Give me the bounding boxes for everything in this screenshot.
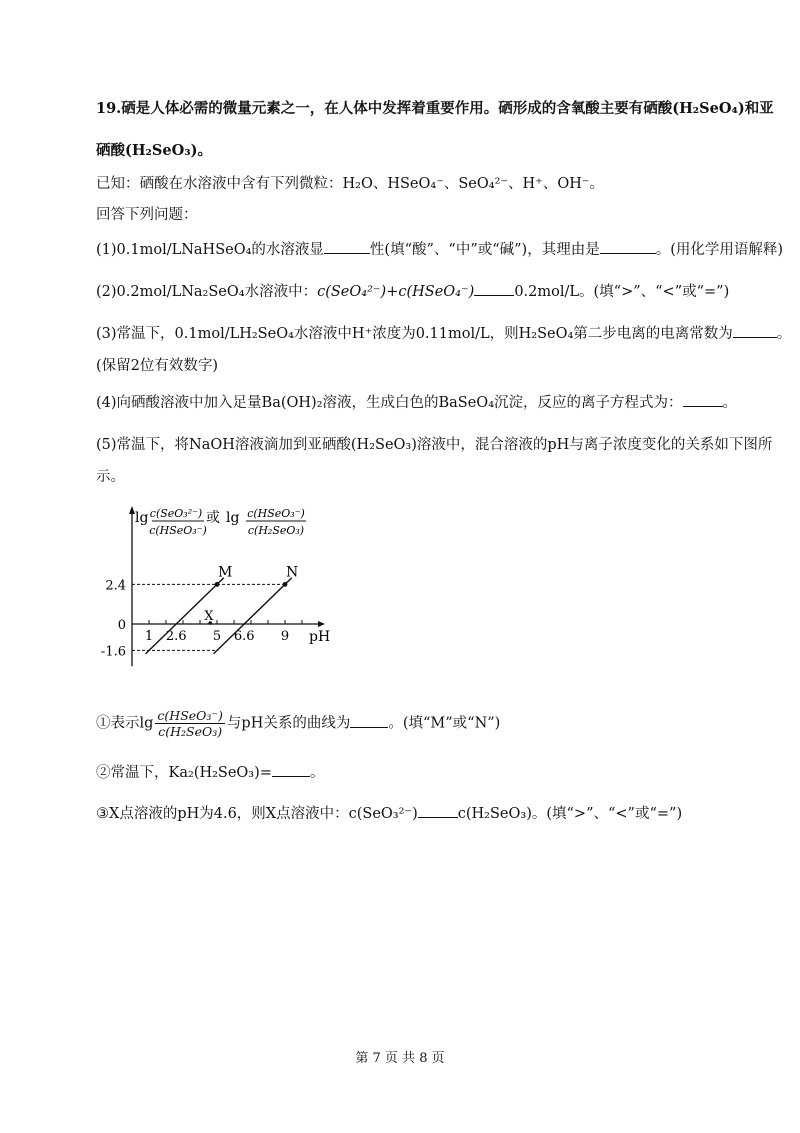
ylabel-or: 或 <box>206 510 220 526</box>
sub1-fraction: $\frac{\text{c(HSeO₃⁻)}}{\text{c(H₂SeO₃)}}$ <box>157 708 223 739</box>
x-tick-label: 2.6 <box>165 629 187 644</box>
ylabel-lg-1: lg <box>135 510 149 526</box>
point-m <box>215 582 220 587</box>
q3-blank[interactable] <box>733 323 777 338</box>
ylabel-frac2-num: c(HSeO₃⁻) <box>247 507 305 520</box>
sub3-blank[interactable] <box>418 803 458 818</box>
ph-lg-ratio-chart <box>100 500 340 680</box>
q3-line: (3)常温下，0.1mol/LH₂SeO₄水溶液中H⁺浓度为0.11mol/L，则H₂SeO₄第二步电离的电离常数为 。 <box>96 323 791 345</box>
ylabel-lg-2: lg <box>226 510 240 526</box>
x-tick-label: 9 <box>280 629 290 644</box>
sub1-line: ①表示lg $\frac{\text{c(HSeO₃⁻)}}{\text{c(H₂SeO₃)}}$ 与pH关系的曲线为 。(填“M”或“N”) <box>96 708 501 739</box>
q1-line: (1)0.1mol/LNaHSeO₄的水溶液显 性(填“酸”、“中”或“碱”)，其理由是 。(用化学用语解释) <box>96 239 783 261</box>
intro-line-1: 19.硒是人体必需的微量元素之一，在人体中发挥着重要作用。硒形成的含氧酸主要有硒酸(H₂SeO₄)和亚 <box>96 100 774 117</box>
point-label-n: N <box>286 564 299 581</box>
q1-blank-1[interactable] <box>324 239 370 254</box>
ylabel-frac2-den: c(H₂SeO₃) <box>247 524 305 537</box>
y-tick-label: 2.4 <box>105 578 126 594</box>
q2-line: (2)0.2mol/LNa₂SeO₄水溶液中：c(SeO₄²⁻)+c(HSeO₄⁻) 0.2mol/L。(填“>”、“<”或“=”) <box>96 281 729 303</box>
known-info: 已知：硒酸在水溶液中含有下列微粒：H₂O、HSeO₄⁻、SeO₄²⁻、H⁺、OH⁻。 <box>96 176 605 192</box>
sub2-line: ②常温下，Ka₂(H₂SeO₃)= 。 <box>96 762 324 784</box>
point-n <box>283 582 288 587</box>
x-tick-label: 1 <box>144 629 154 644</box>
point-label-m: M <box>218 564 233 581</box>
y-tick-label: 0 <box>117 618 126 633</box>
q1-blank-2[interactable] <box>600 239 656 254</box>
q2-blank[interactable] <box>474 281 514 296</box>
x-tick-label: 5 <box>212 629 222 644</box>
x-axis-arrow <box>318 621 325 627</box>
sub1-blank[interactable] <box>350 713 388 728</box>
y-tick-label: -1.6 <box>100 644 126 660</box>
page-footer: 第 7 页 共 8 页 <box>355 1051 445 1066</box>
q4-blank[interactable] <box>683 392 723 407</box>
ylabel-frac1-num: c(SeO₃²⁻) <box>149 507 203 520</box>
sub3-line: ③X点溶液的pH为4.6，则X点溶液中：c(SeO₃²⁻) c(H₂SeO₃)。(填“>”、“<”或“=”) <box>96 803 682 825</box>
q5-line-2: 示。 <box>96 469 125 485</box>
q5-line-1: (5)常温下，将NaOH溶液滴加到亚硒酸(H₂SeO₃)溶液中，混合溶液的pH与离子浓度变化的关系如下图所 <box>96 437 773 453</box>
point-label-x: X <box>204 609 214 624</box>
sub2-blank[interactable] <box>272 762 310 777</box>
x-tick-label: 6.6 <box>233 629 255 644</box>
x-axis-label: pH <box>309 629 331 645</box>
question-number: 19. <box>96 100 122 117</box>
answer-prompt: 回答下列问题： <box>96 207 198 223</box>
q3-note: (保留2位有效数字) <box>96 358 219 374</box>
intro-line-2: 硒酸(H₂SeO₃)。 <box>96 142 212 159</box>
ylabel-frac1-den: c(HSeO₃⁻) <box>149 524 207 537</box>
q4-line: (4)向硒酸溶液中加入足量Ba(OH)₂溶液，生成白色的BaSeO₄沉淀，反应的离子方程式为： 。 <box>96 392 737 414</box>
